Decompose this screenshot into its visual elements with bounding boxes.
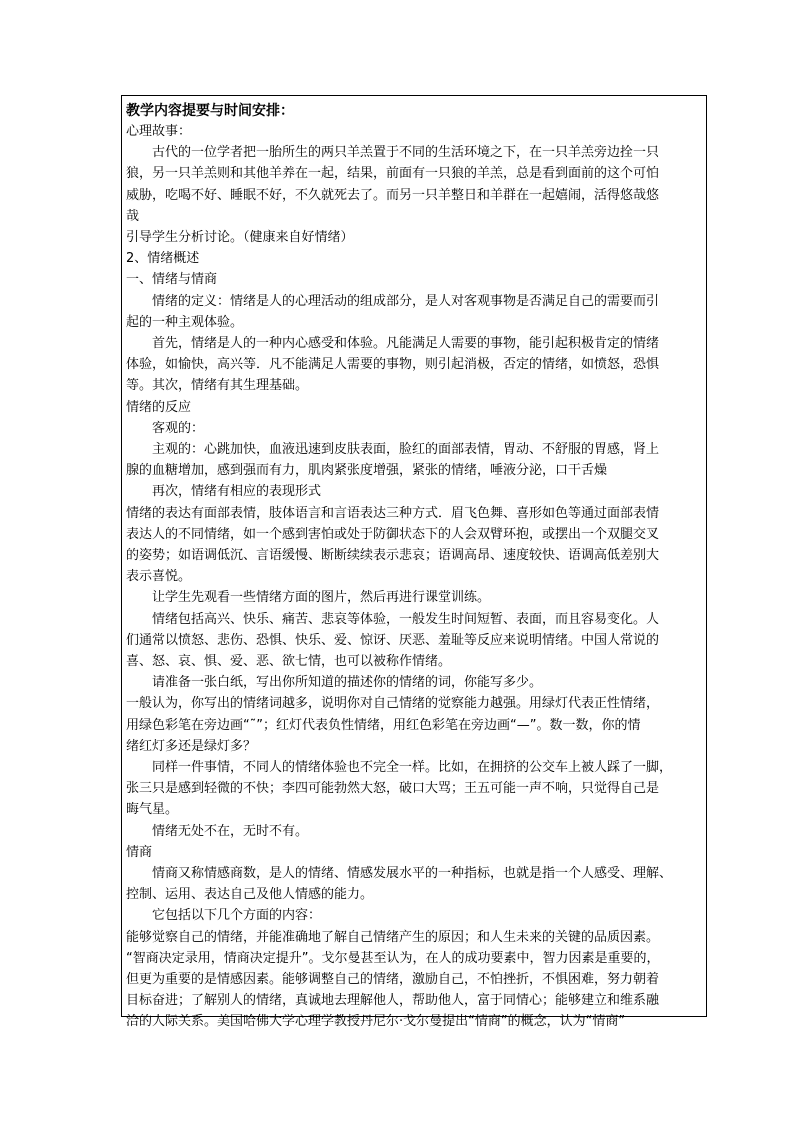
section-title: 教学内容提要与时间安排： [126,103,294,119]
paragraph-line: 哉 [126,208,140,224]
paragraph-line: 喜、怒、哀、惧、爱、恶、欲七情，也可以被称作情绪。 [126,654,452,669]
paragraph-line: 晦气星。 [126,802,179,818]
paragraph-line: 2、情绪概述 [126,251,200,267]
paragraph-line: 表达人的不同情绪，如一个感到害怕或处于防御状态下的人会双臂环抱，或摆出一个双腿交叉 [126,526,660,542]
paragraph-line: 但更为重要的是情感因素。能够调整自己的情绪，激励自己，不怕挫折，不惧困难，努力朝着 [126,972,660,987]
paragraph-line: 控制、运用、表达自己及他人情感的能力。 [126,887,374,903]
paragraph-line: 表示喜悦。 [126,569,192,585]
paragraph-line: 古代的一位学者把一胎所生的两只羊羔置于不同的生活环境之下，在一只羊羔旁边拴一只 [126,145,660,161]
paragraph-line: 引导学生分析讨论。（健康来自好情绪） [126,230,354,245]
paragraph-line: 一、情绪与情商 [126,272,218,288]
paragraph-line: 主观的：心跳加快，血液迅速到皮肤表面，脸红的面部表情，胃动、不舒服的胃感，肾上 [126,442,660,457]
paragraph-line: 情绪无处不在，无时不有。 [126,823,309,839]
paragraph-line: 一般认为，你写出的情绪词越多，说明你对自己情绪的觉察能力越强。用绿灯代表正性情绪， [126,696,660,712]
paragraph-line: “智商决定录用，情商决定提升”。戈尔曼甚至认为，在人的成功要素中，智力因素是重要的， [126,950,660,966]
paragraph-line: 威胁，吃喝不好、睡眠不好，不久就死去了。而另一只羊整日和羊群在一起嬉闹，活得悠哉悠 [126,187,660,203]
paragraph-line: 情商 [126,844,153,860]
paragraph-line: 狼，另一只羊羔则和其他羊养在一起，结果，前面有一只狼的羊羔，总是看到面前的这个可怕 [126,166,660,182]
paragraph-line: 起的一种主观体验。 [126,314,244,330]
paragraph-line: 体验，如愉快，高兴等．凡不能满足人需要的事物，则引起消极，否定的情绪，如愤怒，恐惧 [126,357,660,373]
paragraph-line: 让学生先观看一些情绪方面的图片，然后再进行课堂训练。 [126,590,491,606]
paragraph-line: 目标奋进；了解别人的情绪，真诚地去理解他人，帮助他人，富于同情心；能够建立和维系融 [126,993,660,1009]
paragraph-line: 情绪包括高兴、快乐、痛苦、悲哀等体验，一般发生时间短暂、表面，而且容易变化。人 [126,611,660,627]
paragraph-line: 同样一件事情，不同人的情绪体验也不完全一样。比如，在拥挤的公交车上被人踩了一脚， [126,760,673,775]
paragraph-line: 腺的血糖增加，感到强而有力，肌肉紧张度增强，紧张的情绪，唾液分泌，口干舌燥 [126,463,608,479]
paragraph-line: 张三只是感到轻微的不快；李四可能勃然大怒，破口大骂；王五可能一声不响，只觉得自己是 [126,781,660,797]
paragraph-line: 等。其次，情绪有其生理基础。 [126,378,309,394]
paragraph-line: 用绿色彩笔在旁边画“˜”；红灯代表负性情绪，用红色彩笔在旁边画“—”。数一数，你的情 [126,717,641,733]
paragraph-line: 请准备一张白纸，写出你所知道的描述你的情绪的词，你能写多少。 [126,675,543,691]
paragraph-line: 情绪的定义：情绪是人的心理活动的组成部分，是人对客观事物是否满足自己的需要而引 [126,293,660,309]
paragraph-line: 的姿势；如语调低沉、言语缓慢、断断续续表示悲哀；语调高昂、速度较快、语调高低差别大 [126,548,660,563]
paragraph-line: 们通常以愤怒、悲伤、恐惧、快乐、爱、惊讶、厌恶、羞耻等反应来说明情绪。中国人常说的 [126,632,660,648]
paragraph-line: 情绪的表达有面部表情，肢体语言和言语表达三种方式．眉飞色舞、喜形如色等通过面部表情 [126,505,660,521]
paragraph-line: 心理故事： [126,124,192,139]
paragraph-line: 客观的： [126,420,205,436]
paragraph-line: 它包括以下几个方面的内容： [126,908,322,924]
paragraph-line: 洽的人际关系。美国哈佛大学心理学教授丹尼尔·戈尔曼提出“情商”的概念，认为“情商” [126,1014,626,1030]
paragraph-line: 情绪的反应 [126,399,192,415]
paragraph-line: 绪红灯多还是绿灯多？ [126,738,257,754]
paragraph-line: 首先，情绪是人的一种内心感受和体验。凡能满足人需要的事物，能引起积极肯定的情绪 [126,336,660,351]
paragraph-line: 再次，情绪有相应的表现形式 [126,484,322,500]
paragraph-line: 情商又称情感商数，是人的情绪、情感发展水平的一种指标，也就是指一个人感受、理解、 [126,866,673,881]
paragraph-line: 能够觉察自己的情绪，并能准确地了解自己情绪产生的原因；和人生未来的关键的品质因素。 [126,929,660,945]
